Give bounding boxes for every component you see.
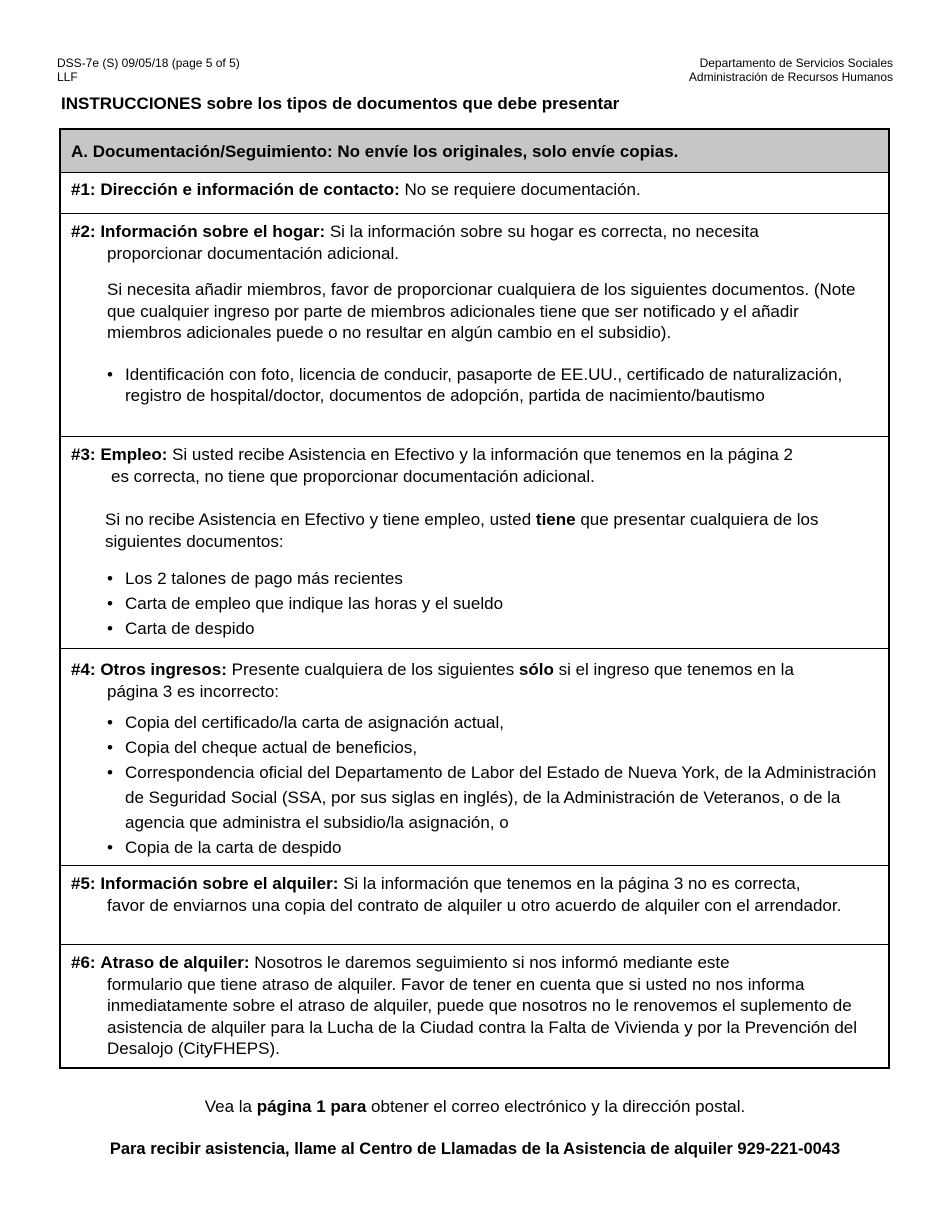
section-3-p2-a: Si no recibe Asistencia en Efectivo y tiene empleo, usted: [105, 510, 536, 529]
section-4-text-c: si el ingreso que tenemos en la: [553, 660, 794, 679]
section-3-paragraph-2: [71, 509, 878, 552]
section-5-text-a: Si la información que tenemos en la página 3 no es correcta,: [338, 874, 801, 893]
section-3-bullet: • Los 2 talones de pago más recientes: [107, 566, 878, 591]
instructions-table: [59, 128, 890, 1069]
section-4-text-a: Presente cualquiera de los siguientes: [226, 660, 519, 679]
section-6-title: Atraso de alquiler:: [100, 953, 250, 972]
section-3-title: Empleo:: [100, 445, 168, 464]
section-2-bullet: • Identificación con foto, licencia de conducir, pasaporte de EE.UU., certificado de naturalización, registro de hospital/doctor, documentos de adopción, partida de nacimiento/bautismo: [107, 364, 878, 407]
section-4-bullets: [71, 710, 878, 860]
section-4-num: #4:: [71, 660, 96, 679]
page-title: INSTRUCCIONES sobre los tipos de documentos que debe presentar: [61, 94, 620, 113]
section-4-bullet: • Copia del cheque actual de beneficios,: [107, 735, 878, 760]
section-3-p2-b: tiene: [535, 510, 576, 529]
section-3-bullet: • Carta de despido: [107, 616, 878, 641]
footer-call-center: Para recibir asistencia, llame al Centro de Llamadas de la Asistencia de alquiler 929-221-0043: [109, 1140, 841, 1158]
section-6-text-a: Nosotros le daremos seguimiento si nos informó mediante este: [249, 953, 730, 972]
form-code: LLF: [57, 70, 78, 84]
section-1-num: #1:: [71, 180, 96, 199]
footer-note: [0, 1097, 950, 1117]
section-a-header: A. Documentación/Seguimiento: No envíe los originales, solo envíe copias.: [61, 130, 888, 173]
section-3-p2-c: que presentar cualquiera de los siguientes documentos:: [105, 510, 819, 551]
section-5-title: Información sobre el alquiler:: [100, 874, 339, 893]
form-header-left: [57, 56, 240, 84]
department-name: Departamento de Servicios Sociales: [699, 56, 893, 70]
footer-note-b: página 1 para: [256, 1097, 367, 1116]
footer-note-a: Vea la: [204, 1097, 257, 1116]
section-4-text-d: página 3 es incorrecto:: [107, 681, 279, 701]
section-2-text-a: Si la información sobre su hogar es correcta, no necesita: [325, 222, 759, 241]
section-1: [61, 173, 888, 214]
section-2-num: #2:: [71, 222, 96, 241]
administration-name: Administración de Recursos Humanos: [688, 70, 893, 84]
section-2-bullets: [71, 364, 878, 407]
section-1-title: Dirección e información de contacto:: [100, 180, 400, 199]
section-6-num: #6:: [71, 953, 96, 972]
section-2: [61, 214, 888, 437]
footer-note-c: obtener el correo electrónico y la dirección postal.: [366, 1097, 746, 1116]
section-2-title: Información sobre el hogar:: [100, 222, 326, 241]
section-4-bullet: • Correspondencia oficial del Departamento de Labor del Estado de Nueva York, de la Administración de Seguridad Social (SSA, por sus siglas en inglés), de la Administración de Veteranos, o de la agencia que administra el subsidio/la asignación, o: [107, 760, 878, 835]
section-3-text-a: Si usted recibe Asistencia en Efectivo y la información que tenemos en la página 2: [167, 445, 793, 464]
section-3-bullets: [71, 566, 878, 641]
section-2-text-b: proporcionar documentación adicional.: [107, 243, 400, 263]
form-header-right: [689, 56, 893, 84]
section-3-num: #3:: [71, 445, 96, 464]
section-1-text: No se requiere documentación.: [399, 180, 641, 199]
section-4-bullet: • Copia del certificado/la carta de asignación actual,: [107, 710, 878, 735]
section-4-title: Otros ingresos:: [100, 660, 227, 679]
section-2-paragraph-2: Si necesita añadir miembros, favor de proporcionar cualquiera de los siguientes documentos. (Note que cualquier ingreso por parte de miembros adicionales tiene que ser notificado y el añadir miembros adicionales puede o no resultar en algún cambio en el subsidio).: [107, 280, 856, 342]
form-id: DSS-7e (S) 09/05/18 (page 5 of 5): [57, 56, 240, 70]
section-6: [61, 945, 888, 1067]
section-5-text-b: favor de enviarnos una copia del contrato de alquiler u otro acuerdo de alquiler con el arrendador.: [107, 895, 842, 915]
section-4-text-b: sólo: [518, 660, 554, 679]
section-3-bullet: • Carta de empleo que indique las horas y el sueldo: [107, 591, 878, 616]
section-3-text-b: es correcta, no tiene que proporcionar documentación adicional.: [111, 466, 595, 486]
section-5: [61, 866, 888, 945]
section-6-text-b: formulario que tiene atraso de alquiler. Favor de tener en cuenta que si usted no nos informa inmediatamente sobre el atraso de alquiler, puede que nosotros no le renovemos el suplemento de asistencia de alquiler para la Lucha de la Ciudad contra la Falta de Vivienda y por la Prevención del Desalojo (CityFHEPS).: [107, 974, 858, 1058]
section-4: [61, 649, 888, 866]
section-4-bullet: • Copia de la carta de despido: [107, 835, 878, 860]
section-5-num: #5:: [71, 874, 96, 893]
section-3: [61, 437, 888, 649]
